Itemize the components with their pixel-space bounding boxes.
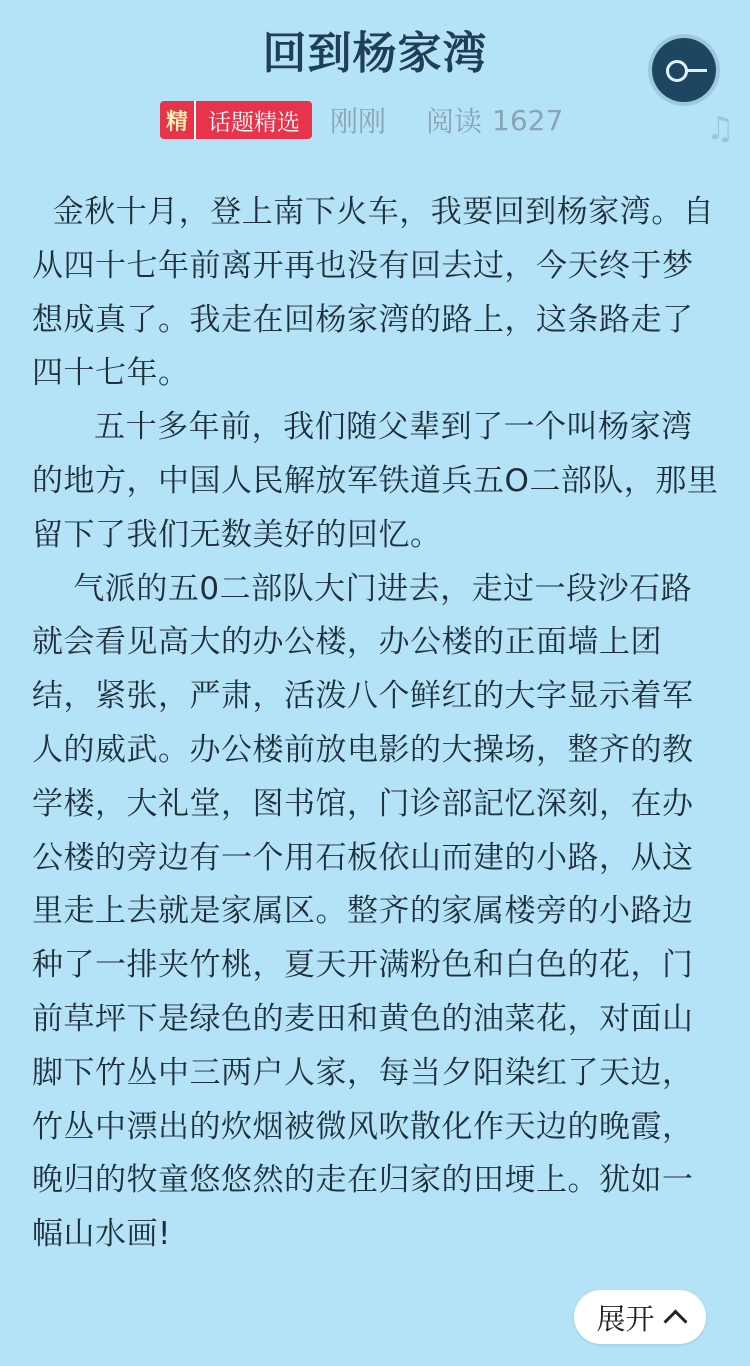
featured-tag: 精 [160,101,196,139]
topic-label: 话题精选 [196,101,312,139]
paragraph-2: 五十多年前，我们随父辈到了一个叫杨家湾的地方，中国人民解放军铁道兵五O二部队，那里留下了我们无数美好的回忆。 [32,409,719,553]
article-body [32,186,722,1262]
article-meta [160,100,563,140]
article-title: 回到杨家湾 [262,28,488,79]
paragraph-1: 金秋十月，登上南下火车，我要回到杨家湾。自从四十七年前离开再也没有回去过，今天终于梦想成真了。我走在回杨家湾的路上，这条路走了四十七年。 [32,194,715,392]
read-count-label: 阅读 [426,105,483,138]
paragraph-3: 气派的五0二部队大门进去，走过一段沙石路就会看见高大的办公楼，办公楼的正面墙上团结，紧张，严肃，活泼八个鲜红的大字显示着军人的威武。办公楼前放电影的大操场，整齐的教学楼，大礼堂，图书馆，门诊部記忆深刻，在办公楼的旁边有一个用石板依山而建的小路，从这里走上去就是家属区。整齐的家属楼旁的小路边种了一排夹竹桃，夏天开满粉色和白色的花，门前草坪下是绿色的麦田和黄色的油菜花，对面山脚下竹丛中三两户人家，每当夕阳染红了天边，竹丛中漂出的炊烟被微风吹散化作天边的晚霞，晚归的牧童悠悠然的走在归家的田埂上。犹如一幅山水画! [32,570,694,1253]
disc-line [685,69,707,72]
publish-time: 刚刚 [330,105,387,138]
topic-badge[interactable] [160,101,312,139]
music-disc-icon[interactable] [652,38,716,102]
chevron-up-icon [663,1309,687,1333]
read-count: 1627 [492,103,564,137]
expand-label: 展开 [596,1301,655,1336]
expand-button[interactable] [574,1290,706,1344]
music-note-icon: ♫ [706,109,735,147]
